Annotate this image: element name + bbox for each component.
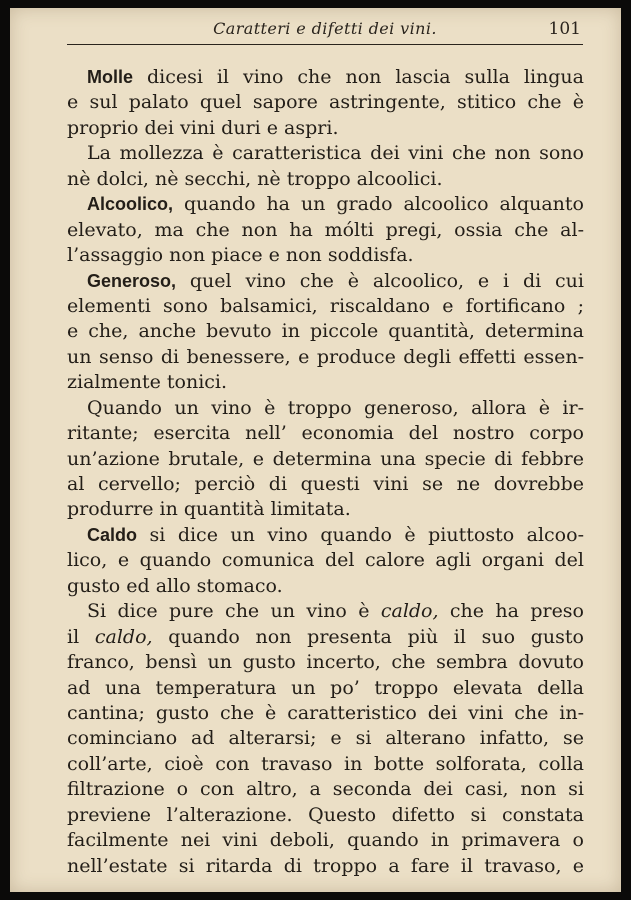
italic-text: caldo,	[94, 625, 153, 648]
text-line	[67, 574, 584, 599]
text-line	[67, 167, 584, 192]
text-span: facilmente nei vini deboli, quando in primavera o	[67, 829, 584, 852]
text-line	[67, 752, 584, 777]
text-span: ritante; esercita nell’ economia del nostro corpo	[67, 422, 584, 445]
text-line	[67, 218, 584, 243]
text-span: Si dice pure che un vino è	[87, 600, 381, 623]
text-line	[67, 90, 584, 115]
text-line	[67, 523, 584, 548]
text-line	[67, 319, 584, 344]
text-span: che ha preso	[438, 600, 584, 623]
text-span: proprio dei vini duri e aspri.	[67, 116, 339, 139]
defined-term: Caldo	[87, 524, 138, 545]
text-line	[67, 447, 584, 472]
book-page	[10, 8, 621, 892]
text-line	[67, 548, 584, 573]
text-span: e che, anche bevuto in piccole quantità, determina	[67, 320, 584, 343]
text-span: nell’estate si ritarda di troppo a fare il travaso, e	[67, 854, 584, 877]
defined-term: Molle	[87, 67, 134, 87]
text-line	[67, 599, 584, 624]
text-line	[67, 854, 584, 879]
text-line	[67, 421, 584, 446]
text-span: un’azione brutale, e determina una specie di febbre	[67, 447, 584, 470]
running-title: Caratteri e difetti dei vini.	[213, 19, 437, 38]
text-span: l’assaggio non piace e non soddisfa.	[67, 244, 414, 267]
text-span: filtrazione o con altro, a seconda dei casi, non si	[67, 778, 584, 801]
body-text	[67, 65, 584, 879]
text-span: lico, e quando comunica del calore agli organi del	[67, 549, 584, 572]
text-line	[67, 726, 584, 751]
text-span: un senso di benessere, e produce degli effetti essen-	[67, 345, 584, 368]
text-span: nè dolci, nè secchi, nè troppo alcoolici.	[67, 167, 443, 190]
text-span: il	[67, 625, 95, 648]
text-line	[67, 803, 584, 828]
text-line	[67, 269, 584, 294]
text-line	[67, 243, 584, 268]
text-line	[67, 676, 584, 701]
text-span: e sul palato quel sapore astringente, stitico che è	[67, 91, 584, 114]
text-line	[67, 116, 584, 141]
text-line	[67, 828, 584, 853]
text-line	[67, 497, 584, 522]
text-line	[67, 370, 584, 395]
italic-text: caldo,	[380, 600, 439, 623]
text-line	[67, 65, 584, 90]
text-span: ad una temperatura un po’ troppo elevata della	[67, 676, 584, 699]
defined-term: Alcoolico,	[87, 194, 174, 215]
text-line	[67, 396, 584, 421]
text-span: zialmente tonici.	[67, 371, 228, 394]
text-span: si dice un vino quando è piuttosto alcoo-	[137, 523, 584, 546]
text-span: quel vino che è alcoolico, e i di cui	[176, 269, 584, 292]
text-line	[67, 650, 584, 675]
text-span: al cervello; perciò di questi vini se ne dovrebbe	[67, 473, 584, 495]
text-span: cominciano ad alterarsi; e si alterano infatto, se	[67, 727, 584, 750]
text-span: cantina; gusto che è caratteristico dei vini che in-	[67, 701, 584, 724]
text-span: gusto ed allo stomaco.	[67, 574, 283, 597]
text-span: franco, bensì un gusto incerto, che sembra dovuto	[67, 651, 584, 674]
text-line	[67, 472, 584, 497]
text-span: produrre in quantità limitata.	[67, 498, 351, 521]
text-line	[67, 294, 584, 319]
defined-term: Generoso,	[87, 270, 177, 291]
text-span: La mollezza è caratteristica dei vini che non sono	[87, 142, 584, 165]
text-span: elevato, ma che non ha mólti pregi, ossia che al-	[67, 218, 584, 241]
text-span: quando ha un grado alcoolico alquanto	[173, 193, 584, 216]
text-line	[67, 701, 584, 726]
text-line	[67, 345, 584, 370]
text-line	[67, 192, 584, 217]
text-line	[67, 777, 584, 802]
text-span: coll’arte, cioè con travaso in botte solforata, colla	[67, 752, 584, 775]
text-span: elementi sono balsamici, riscaldano e fortificano ;	[67, 294, 584, 317]
page-number: 101	[548, 19, 581, 39]
text-span: dicesi il vino che non lascia sulla lingua	[133, 66, 584, 88]
text-span: Quando un vino è troppo generoso, allora è ir-	[87, 396, 584, 419]
text-line	[67, 141, 584, 166]
text-line	[67, 625, 584, 650]
running-head	[67, 14, 583, 45]
text-span: quando non presenta più il suo gusto	[152, 625, 584, 648]
text-span: previene l’alterazione. Questo difetto si constata	[67, 803, 584, 826]
